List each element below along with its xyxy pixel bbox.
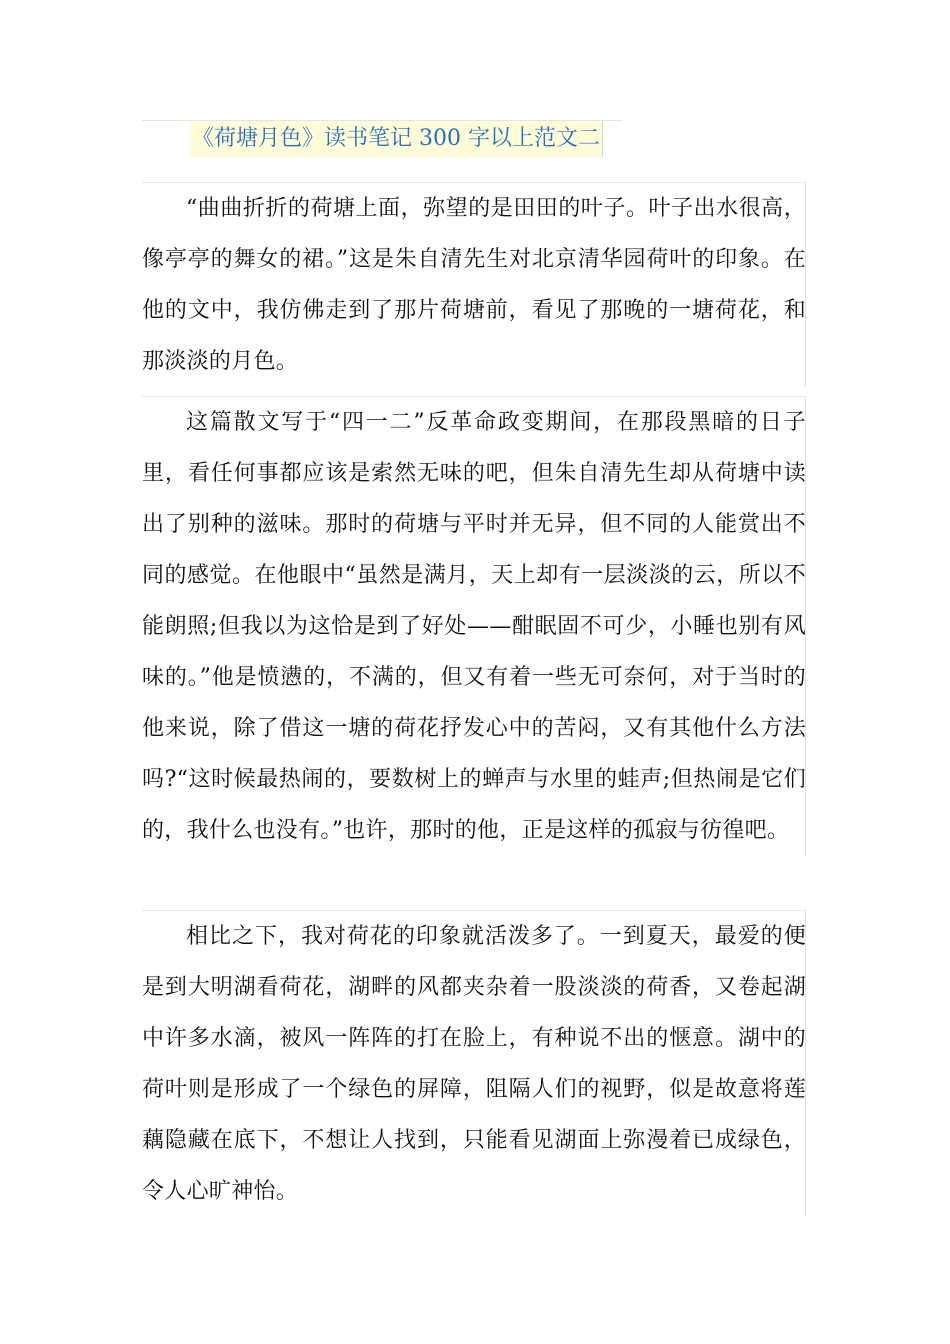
paragraph-2: 这篇散文写于“四一二”反革命政变期间，在那段黑暗的日子里，看任何事都应该是索然无味的吧，但朱自清先生却从荷塘中读出了别种的滋味。那时的荷塘与平时并无异，但不同的人能赏出不同的感觉。在他眼中“虽然是满月，天上却有一层淡淡的云，所以不能朗照;但我以为这恰是到了好处——酣眠固不可少，小睡也别有风味的。”他是愤懑的，不满的，但又有着一些无可奈何，对于当时的他来说，除了借这一塘的荷花抒发心中的苦闷，又有其他什么方法吗?“这时候最热闹的，要数树上的蝉声与水里的蛙声;但热闹是它们的，我什么也没有。”也许，那时的他，正是这样的孤寂与彷徨吧。 [142, 396, 806, 856]
paragraph-1: “曲曲折折的荷塘上面，弥望的是田田的叶子。叶子出水很高，像亭亭的舞女的裙。”这是朱自清先生对北京清华园荷叶的印象。在他的文中，我仿佛走到了那片荷塘前，看见了那晚的一塘荷花，和那淡淡的月色。 [142, 182, 806, 387]
paragraph-3: 相比之下，我对荷花的印象就活泼多了。一到夏天，最爱的便是到大明湖看荷花，湖畔的风都夹杂着一股淡淡的荷香，又卷起湖中许多水滴，被风一阵阵的打在脸上，有种说不出的惬意。湖中的荷叶则是形成了一个绿色的屏障，阻隔人们的视野，似是故意将莲藕隐藏在底下，不想让人找到，只能看见湖面上弥漫着已成绿色，令人心旷神怡。 [142, 910, 806, 1217]
document-title: 《荷塘月色》读书笔记 300 字以上范文二 [190, 121, 603, 157]
heading-container [142, 120, 622, 159]
